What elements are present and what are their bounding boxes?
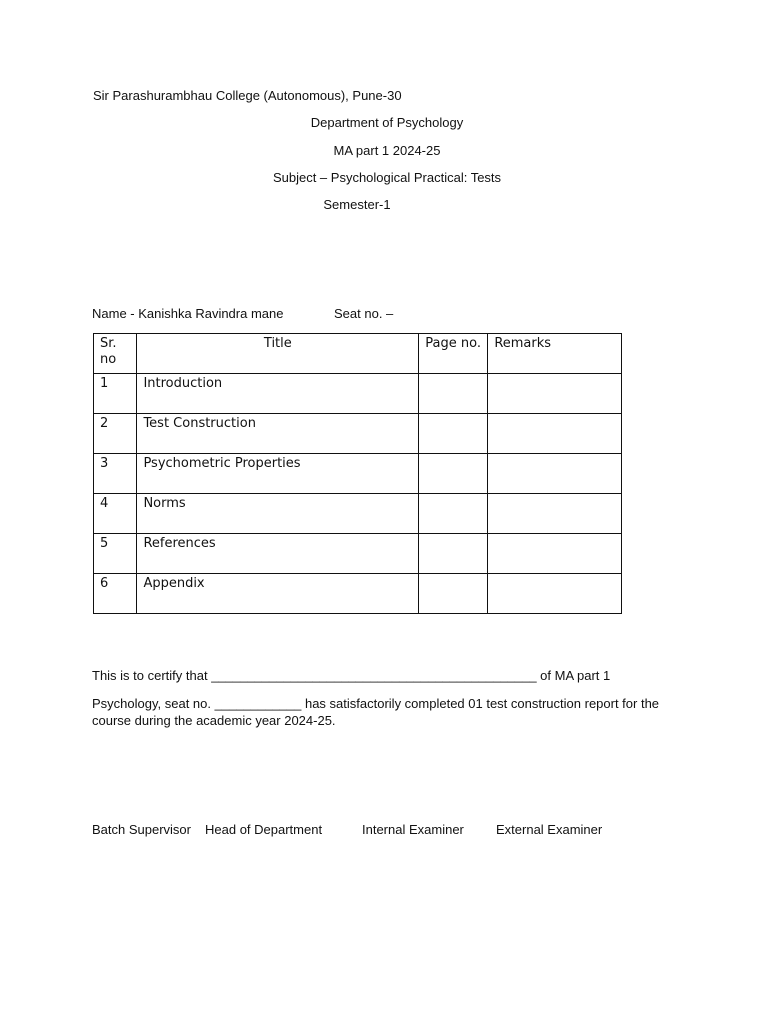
- internal-examiner-signature: Internal Examiner: [362, 822, 464, 837]
- batch-supervisor-signature: Batch Supervisor: [92, 822, 191, 837]
- header-remarks: Remarks: [488, 334, 622, 374]
- row-title: Norms: [137, 494, 419, 534]
- head-of-department-signature: Head of Department: [205, 822, 323, 837]
- row-remarks: [488, 414, 622, 454]
- row-sr-no: 4: [94, 494, 137, 534]
- row-remarks: [488, 534, 622, 574]
- row-remarks: [488, 454, 622, 494]
- table-row: [94, 534, 622, 574]
- row-sr-no: 3: [94, 454, 137, 494]
- row-title: References: [137, 534, 419, 574]
- row-page-no: [419, 534, 488, 574]
- row-remarks: [488, 374, 622, 414]
- student-name: Name - Kanishka Ravindra mane: [92, 306, 284, 321]
- row-title: Test Construction: [137, 414, 419, 454]
- header-page-no: Page no.: [419, 334, 488, 374]
- table-row: [94, 494, 622, 534]
- semester-line: Semester-1: [323, 197, 391, 212]
- external-examiner-signature: External Examiner: [496, 822, 603, 837]
- certificate-line-1: This is to certify that _____________________________________________ of MA part 1: [92, 668, 611, 683]
- seat-number: Seat no. –: [334, 306, 394, 321]
- row-page-no: [419, 454, 488, 494]
- row-title: Appendix: [137, 574, 419, 614]
- row-page-no: [419, 374, 488, 414]
- subject-line: Subject – Psychological Practical: Tests: [272, 170, 502, 185]
- table-row: [94, 454, 622, 494]
- row-remarks: [488, 494, 622, 534]
- row-sr-no: 2: [94, 414, 137, 454]
- class-year: MA part 1 2024-25: [333, 143, 441, 158]
- table-row: [94, 574, 622, 614]
- certificate-line-2: Psychology, seat no. ____________ has satisfactorily completed 01 test construction report for the course during the academic year 2024-25.: [92, 696, 660, 728]
- row-title: Psychometric Properties: [137, 454, 419, 494]
- department-name: Department of Psychology: [310, 115, 464, 130]
- header-sr-no: Sr. no: [94, 334, 137, 374]
- table-row: [94, 374, 622, 414]
- table-header-row: [94, 334, 622, 374]
- index-table: [93, 333, 622, 614]
- row-page-no: [419, 494, 488, 534]
- row-title: Introduction: [137, 374, 419, 414]
- row-sr-no: 1: [94, 374, 137, 414]
- college-name: Sir Parashurambhau College (Autonomous), Pune-30: [93, 88, 402, 103]
- row-page-no: [419, 574, 488, 614]
- table-row: [94, 414, 622, 454]
- row-remarks: [488, 574, 622, 614]
- header-title: Title: [137, 334, 419, 374]
- row-sr-no: 5: [94, 534, 137, 574]
- row-sr-no: 6: [94, 574, 137, 614]
- row-page-no: [419, 414, 488, 454]
